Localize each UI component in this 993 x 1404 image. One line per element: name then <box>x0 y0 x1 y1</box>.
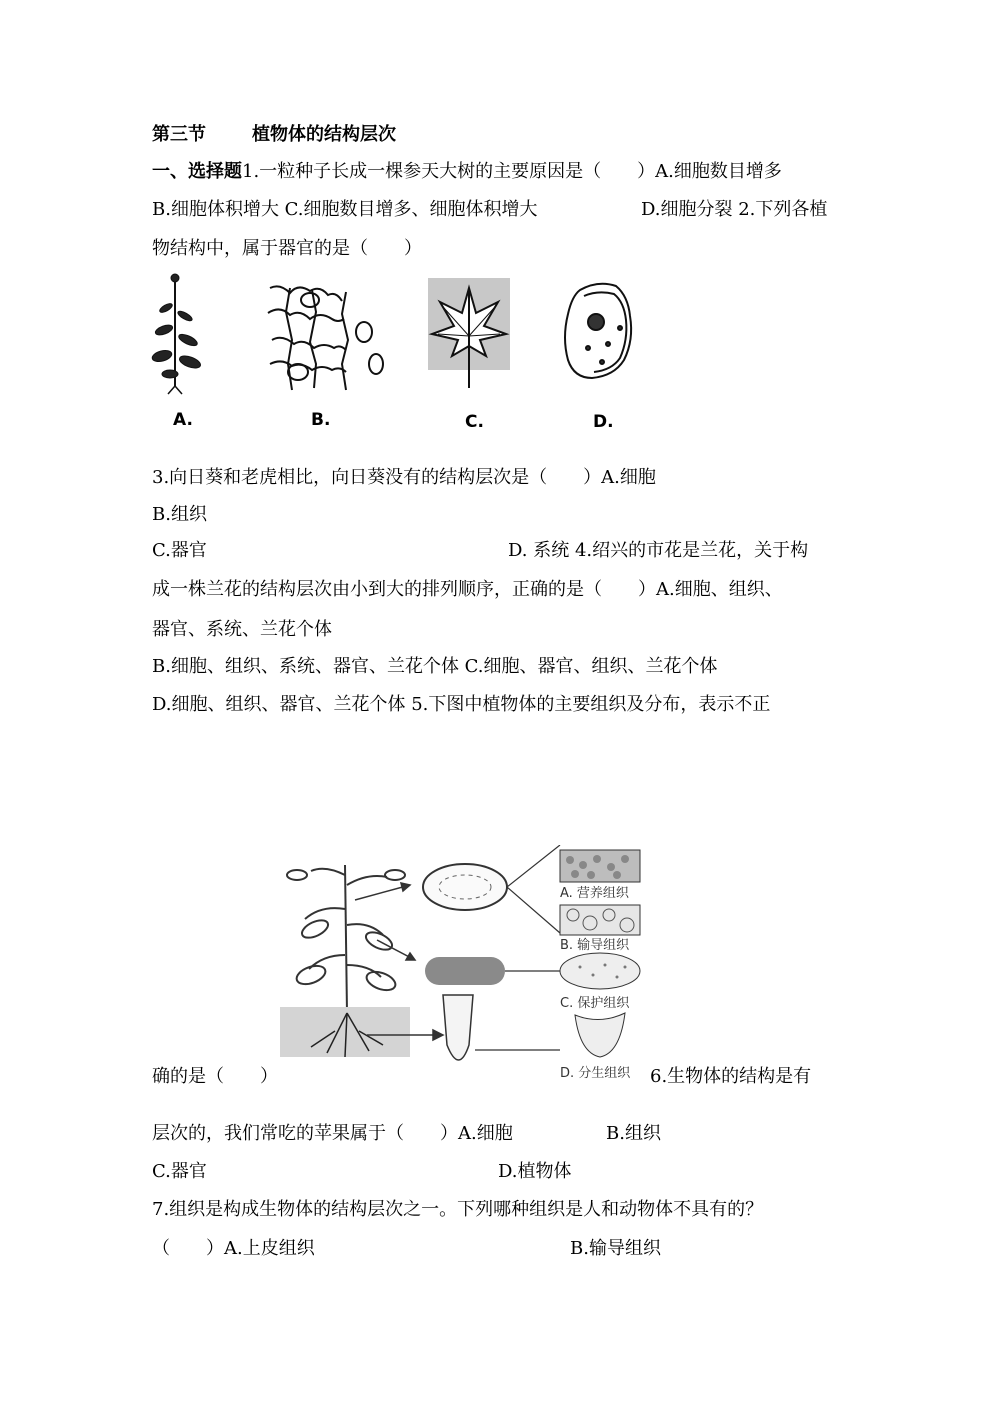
page-title: 植物体的结构层次 <box>252 124 396 145</box>
protective-tissue-box <box>560 953 640 989</box>
label-meristem-tissue: D. 分生组织 <box>560 1066 631 1081</box>
question-7-text: 7.组织是构成生物体的结构层次之一。下列哪种组织是人和动物体不具有的？ <box>152 1199 764 1220</box>
label-nutrient-tissue: A. 营养组织 <box>560 886 629 901</box>
question-1-options: B.细胞体积增大 C.细胞数目增多、细胞体积增大 <box>152 199 538 220</box>
conducting-tissue-box <box>560 905 640 935</box>
meristem-tissue-box <box>575 1013 625 1057</box>
question-6-text: 层次的，我们常吃的苹果属于（ ）A.细胞 <box>152 1123 513 1144</box>
question-6-start: 6.生物体的结构是有 <box>650 1066 812 1087</box>
figure-plant-tissues <box>275 845 650 1090</box>
figure1-label-a: A. <box>173 410 193 430</box>
epidermis-tissue-drawing <box>268 286 383 390</box>
figure1-label-b: B. <box>311 410 331 430</box>
figure-plant-structures <box>150 268 650 438</box>
label-conducting-tissue: B. 输导组织 <box>560 938 630 953</box>
stem-cross-section <box>423 864 507 910</box>
question-5-end: 确的是（ ） <box>152 1066 278 1087</box>
question-5-start: D.细胞、组织、器官、兰花个体 5.下图中植物体的主要组织及分布，表示不正 <box>152 694 771 715</box>
nutrient-tissue-box <box>560 850 640 882</box>
question-6-option-b: B.组织 <box>606 1123 661 1144</box>
question-4-text: 成一株兰花的结构层次由小到大的排列顺序，正确的是（ ）A.细胞、组织、 <box>152 579 783 600</box>
plant-cell-drawing <box>565 284 631 378</box>
question-1 <box>152 161 782 183</box>
question-3-option-b: B.组织 <box>152 504 207 525</box>
question-4-options-bc: B.细胞、组织、系统、器官、兰花个体 C.细胞、器官、组织、兰花个体 <box>152 656 718 677</box>
question-3-text: 3.向日葵和老虎相比，向日葵没有的结构层次是（ ）A.细胞 <box>152 467 656 488</box>
question-7-option-a: （ ）A.上皮组织 <box>152 1238 315 1259</box>
question-2-start: D.细胞分裂 2.下列各植 <box>641 199 828 220</box>
question-2-text: 物结构中，属于器官的是（ ） <box>152 238 422 259</box>
label-protective-tissue: C. 保护组织 <box>560 996 630 1011</box>
question-7-option-b: B.输导组织 <box>570 1238 661 1259</box>
question-6-option-d: D.植物体 <box>498 1161 572 1182</box>
question-1-text: 1.一粒种子长成一棵参天大树的主要原因是（ ）A.细胞数目增多 <box>242 161 782 182</box>
leaf-cross-section <box>425 957 505 985</box>
section-heading: 一、选择题 <box>152 161 242 182</box>
root-tip <box>443 995 473 1060</box>
figure1-label-d: D. <box>593 412 614 432</box>
leaf-drawing <box>428 278 510 388</box>
figure1-label-c: C. <box>465 412 484 432</box>
question-3-option-c: C.器官 <box>152 540 207 561</box>
question-6-option-c: C.器官 <box>152 1161 207 1182</box>
plant-drawing <box>287 865 405 1013</box>
section-number: 第三节 <box>152 124 206 145</box>
question-4-start: D. 系统 4.绍兴的市花是兰花，关于构 <box>508 540 809 561</box>
question-4-option-a-end: 器官、系统、兰花个体 <box>152 619 332 640</box>
whole-plant-drawing <box>151 274 202 394</box>
